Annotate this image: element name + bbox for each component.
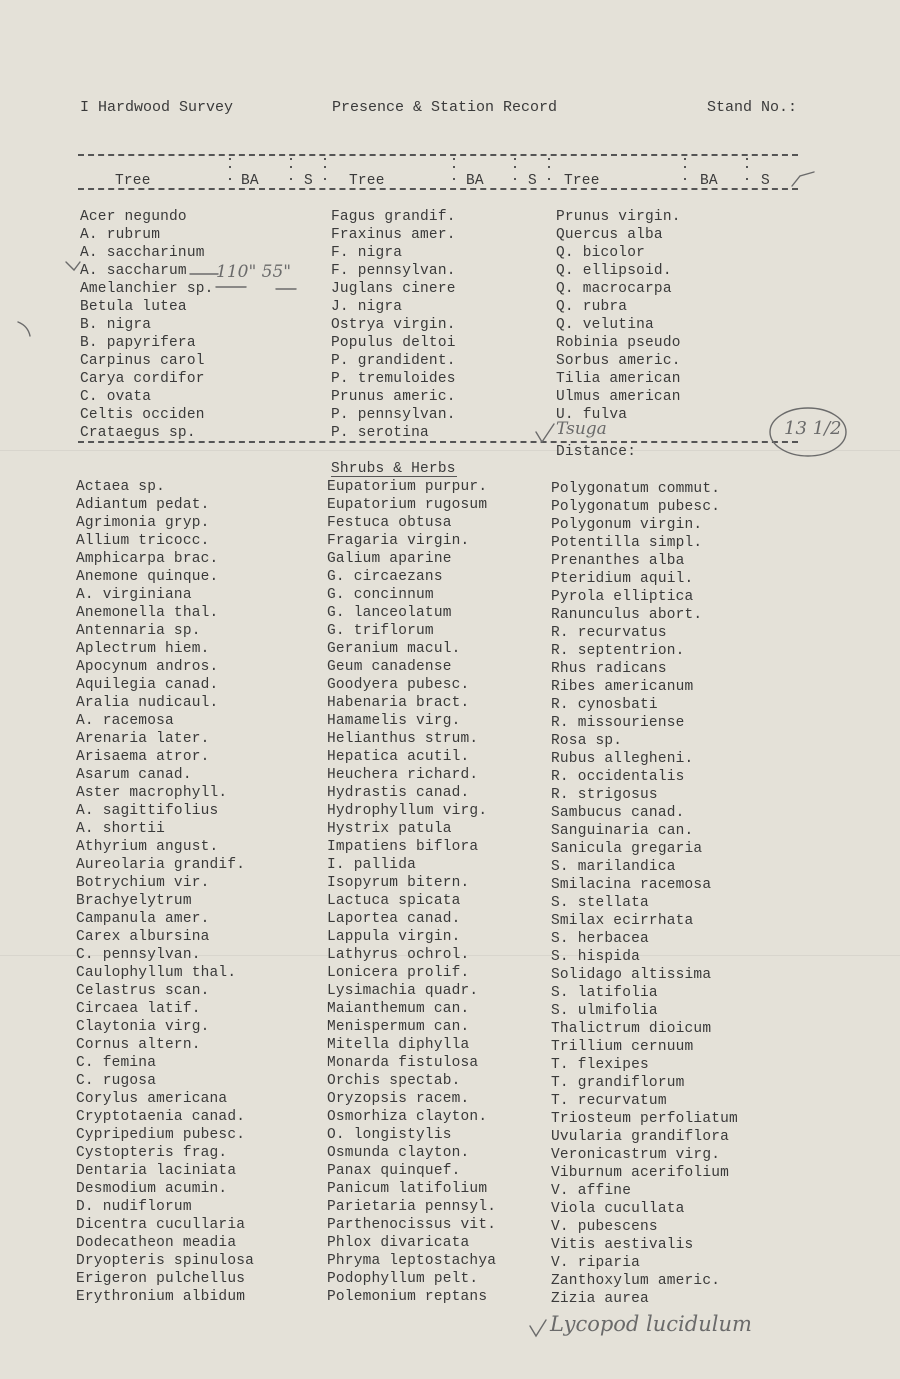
list-item: Polygonatum pubesc. bbox=[551, 499, 721, 515]
list-item: S. herbacea bbox=[551, 931, 649, 947]
list-item: Arisaema atror. bbox=[76, 749, 210, 765]
list-item: Celastrus scan. bbox=[76, 983, 210, 999]
list-item: S. hispida bbox=[551, 949, 641, 965]
check-mark-icon bbox=[792, 172, 814, 186]
col3-s-header: S bbox=[761, 173, 770, 189]
list-item: Juglans cinere bbox=[331, 281, 456, 297]
list-item: Carex albursina bbox=[76, 929, 210, 945]
list-item: Dentaria laciniata bbox=[76, 1163, 237, 1179]
list-item: Solidago altissima bbox=[551, 967, 712, 983]
list-item: R. cynosbati bbox=[551, 697, 658, 713]
list-item: Tilia american bbox=[556, 371, 681, 387]
list-item: G. triflorum bbox=[327, 623, 434, 639]
list-item: Prenanthes alba bbox=[551, 553, 685, 569]
list-item: R. strigosus bbox=[551, 787, 658, 803]
list-item: Apocynum andros. bbox=[76, 659, 219, 675]
list-item: A. rubrum bbox=[80, 227, 161, 243]
list-item: S. ulmifolia bbox=[551, 1003, 658, 1019]
list-item: Phlox divaricata bbox=[327, 1235, 470, 1251]
list-item: Rosa sp. bbox=[551, 733, 623, 749]
check-mark-icon bbox=[66, 262, 80, 270]
list-item: Carpinus carol bbox=[80, 353, 205, 369]
list-item: R. missouriense bbox=[551, 715, 685, 731]
list-item: Geranium macul. bbox=[327, 641, 461, 657]
col2-ba-header: BA bbox=[466, 173, 484, 189]
list-item: Sorbus americ. bbox=[556, 353, 681, 369]
list-item: A. sagittifolius bbox=[76, 803, 219, 819]
list-item: Vitis aestivalis bbox=[551, 1237, 694, 1253]
list-item: Hydrastis canad. bbox=[327, 785, 470, 801]
list-item: B. papyrifera bbox=[80, 335, 196, 351]
list-item: Populus deltoi bbox=[331, 335, 456, 351]
list-item: Phryma leptostachya bbox=[327, 1253, 497, 1269]
list-item: Agrimonia gryp. bbox=[76, 515, 210, 531]
list-item: D. nudiflorum bbox=[76, 1199, 192, 1215]
list-item: Campanula amer. bbox=[76, 911, 210, 927]
distance-label: Distance: bbox=[556, 444, 637, 460]
stand-number-label: Stand No.: bbox=[707, 99, 798, 116]
list-item: T. flexipes bbox=[551, 1057, 649, 1073]
list-item: Caulophyllum thal. bbox=[76, 965, 237, 981]
list-item: Fraxinus amer. bbox=[331, 227, 456, 243]
list-item: Cryptotaenia canad. bbox=[76, 1109, 246, 1125]
list-item: Ribes americanum bbox=[551, 679, 694, 695]
list-item: Geum canadense bbox=[327, 659, 452, 675]
list-item: Lactuca spicata bbox=[327, 893, 461, 909]
list-item: Crataegus sp. bbox=[80, 425, 196, 441]
list-item: A. shortii bbox=[76, 821, 166, 837]
list-item: Ranunculus abort. bbox=[551, 607, 703, 623]
list-item: Q. macrocarpa bbox=[556, 281, 672, 297]
list-item: Claytonia virg. bbox=[76, 1019, 210, 1035]
list-item: Menispermum can. bbox=[327, 1019, 470, 1035]
list-item: Acer negundo bbox=[80, 209, 187, 225]
list-item: Parthenocissus vit. bbox=[327, 1217, 497, 1233]
list-item: Q. rubra bbox=[556, 299, 628, 315]
list-item: F. pennsylvan. bbox=[331, 263, 456, 279]
list-item: Smilacina racemosa bbox=[551, 877, 712, 893]
list-item: Thalictrum dioicum bbox=[551, 1021, 712, 1037]
list-item: A. saccharum bbox=[80, 263, 187, 279]
list-item: Pteridium aquil. bbox=[551, 571, 694, 587]
list-item: Hamamelis virg. bbox=[327, 713, 461, 729]
list-item: Laportea canad. bbox=[327, 911, 461, 927]
col2-s-header: S bbox=[528, 173, 537, 189]
list-item: Uvularia grandiflora bbox=[551, 1129, 730, 1145]
list-item: Osmunda clayton. bbox=[327, 1145, 470, 1161]
list-item: Cystopteris frag. bbox=[76, 1145, 228, 1161]
list-item: Athyrium angust. bbox=[76, 839, 219, 855]
list-item: Eupatorium rugosum bbox=[327, 497, 488, 513]
list-item: P. serotina bbox=[331, 425, 429, 441]
list-item: A. saccharinum bbox=[80, 245, 205, 261]
list-item: C. pennsylvan. bbox=[76, 947, 201, 963]
list-item: Prunus americ. bbox=[331, 389, 456, 405]
list-item: Dodecatheon meadia bbox=[76, 1235, 237, 1251]
list-item: Rhus radicans bbox=[551, 661, 667, 677]
list-item: Fagus grandif. bbox=[331, 209, 456, 225]
list-item: Celtis occiden bbox=[80, 407, 205, 423]
list-item: Sanguinaria can. bbox=[551, 823, 694, 839]
shrubs-herbs-heading: Shrubs & Herbs bbox=[331, 461, 456, 477]
tsuga-note: Tsuga bbox=[556, 419, 607, 439]
list-item: R. septentrion. bbox=[551, 643, 685, 659]
col2-tree-header: Tree bbox=[349, 173, 385, 189]
list-item: Corylus americana bbox=[76, 1091, 228, 1107]
list-item: Mitella diphylla bbox=[327, 1037, 470, 1053]
list-item: J. nigra bbox=[331, 299, 403, 315]
list-item: Monarda fistulosa bbox=[327, 1055, 479, 1071]
list-item: Lappula virgin. bbox=[327, 929, 461, 945]
list-item: Prunus virgin. bbox=[556, 209, 681, 225]
list-item: G. concinnum bbox=[327, 587, 434, 603]
list-item: P. tremuloides bbox=[331, 371, 456, 387]
check-mark-icon bbox=[530, 1320, 546, 1336]
list-item: Brachyelytrum bbox=[76, 893, 192, 909]
list-item: Habenaria bract. bbox=[327, 695, 470, 711]
list-item: Polygonatum commut. bbox=[551, 481, 721, 497]
list-item: Ulmus american bbox=[556, 389, 681, 405]
list-item: Actaea sp. bbox=[76, 479, 166, 495]
list-item: Carya cordifor bbox=[80, 371, 205, 387]
record-title: Presence & Station Record bbox=[332, 99, 558, 116]
list-item: V. pubescens bbox=[551, 1219, 658, 1235]
list-item: Lysimachia quadr. bbox=[327, 983, 479, 999]
list-item: R. recurvatus bbox=[551, 625, 667, 641]
circled-note: 13 1/2 bbox=[784, 418, 842, 439]
list-item: Cypripedium pubesc. bbox=[76, 1127, 246, 1143]
list-item: Panicum latifolium bbox=[327, 1181, 488, 1197]
bottom-note: Lycopod lucidulum bbox=[550, 1312, 752, 1336]
saccharum-note: 110" 55" bbox=[216, 262, 292, 282]
list-item: U. fulva bbox=[556, 407, 628, 423]
list-item: C. femina bbox=[76, 1055, 157, 1071]
list-item: Isopyrum bitern. bbox=[327, 875, 470, 891]
col1-s-header: S bbox=[304, 173, 313, 189]
list-item: Parietaria pennsyl. bbox=[327, 1199, 497, 1215]
list-item: Amelanchier sp. bbox=[80, 281, 214, 297]
form-title: I Hardwood Survey bbox=[80, 99, 234, 116]
list-item: Circaea latif. bbox=[76, 1001, 201, 1017]
list-item: G. lanceolatum bbox=[327, 605, 452, 621]
list-item: T. recurvatum bbox=[551, 1093, 667, 1109]
list-item: Potentilla simpl. bbox=[551, 535, 703, 551]
list-item: Allium tricocc. bbox=[76, 533, 210, 549]
list-item: Sanicula gregaria bbox=[551, 841, 703, 857]
list-item: A. virginiana bbox=[76, 587, 192, 603]
list-item: Hepatica acutil. bbox=[327, 749, 470, 765]
list-item: Quercus alba bbox=[556, 227, 663, 243]
list-item: T. grandiflorum bbox=[551, 1075, 685, 1091]
list-item: Heuchera richard. bbox=[327, 767, 479, 783]
list-item: I. pallida bbox=[327, 857, 417, 873]
list-item: Polygonum virgin. bbox=[551, 517, 703, 533]
list-item: Anemone quinque. bbox=[76, 569, 219, 585]
list-item: A. racemosa bbox=[76, 713, 174, 729]
list-item: S. stellata bbox=[551, 895, 649, 911]
list-item: Cornus altern. bbox=[76, 1037, 201, 1053]
list-item: R. occidentalis bbox=[551, 769, 685, 785]
list-item: Anemonella thal. bbox=[76, 605, 219, 621]
list-item: Maianthemum can. bbox=[327, 1001, 470, 1017]
list-item: Trillium cernuum bbox=[551, 1039, 694, 1055]
list-item: V. affine bbox=[551, 1183, 632, 1199]
list-item: C. ovata bbox=[80, 389, 152, 405]
list-item: P. pennsylvan. bbox=[331, 407, 456, 423]
list-item: Arenaria later. bbox=[76, 731, 210, 747]
col1-ba-header: BA bbox=[241, 173, 259, 189]
list-item: F. nigra bbox=[331, 245, 403, 261]
col3-tree-header: Tree bbox=[564, 173, 600, 189]
list-item: S. latifolia bbox=[551, 985, 658, 1001]
list-item: Aster macrophyll. bbox=[76, 785, 228, 801]
list-item: Viburnum acerifolium bbox=[551, 1165, 730, 1181]
list-item: Robinia pseudo bbox=[556, 335, 681, 351]
list-item: Orchis spectab. bbox=[327, 1073, 461, 1089]
col3-ba-header: BA bbox=[700, 173, 718, 189]
list-item: S. marilandica bbox=[551, 859, 676, 875]
list-item: Aplectrum hiem. bbox=[76, 641, 210, 657]
list-item: C. rugosa bbox=[76, 1073, 157, 1089]
list-item: Fragaria virgin. bbox=[327, 533, 470, 549]
list-item: Asarum canad. bbox=[76, 767, 192, 783]
list-item: Zizia aurea bbox=[551, 1291, 649, 1307]
list-item: Helianthus strum. bbox=[327, 731, 479, 747]
list-item: V. riparia bbox=[551, 1255, 641, 1271]
list-item: Rubus allegheni. bbox=[551, 751, 694, 767]
list-item: Aquilegia canad. bbox=[76, 677, 219, 693]
list-item: Aureolaria grandif. bbox=[76, 857, 246, 873]
list-item: Desmodium acumin. bbox=[76, 1181, 228, 1197]
list-item: Botrychium vir. bbox=[76, 875, 210, 891]
list-item: Impatiens biflora bbox=[327, 839, 479, 855]
list-item: Hydrophyllum virg. bbox=[327, 803, 488, 819]
list-item: Aralia nudicaul. bbox=[76, 695, 219, 711]
pencil-squiggle bbox=[18, 322, 30, 336]
list-item: Sambucus canad. bbox=[551, 805, 685, 821]
list-item: Osmorhiza clayton. bbox=[327, 1109, 488, 1125]
list-item: B. nigra bbox=[80, 317, 152, 333]
col1-tree-header: Tree bbox=[115, 173, 151, 189]
list-item: Festuca obtusa bbox=[327, 515, 452, 531]
list-item: G. circaezans bbox=[327, 569, 443, 585]
list-item: Veronicastrum virg. bbox=[551, 1147, 721, 1163]
list-item: Triosteum perfoliatum bbox=[551, 1111, 738, 1127]
list-item: Goodyera pubesc. bbox=[327, 677, 470, 693]
list-item: Galium aparine bbox=[327, 551, 452, 567]
list-item: Dryopteris spinulosa bbox=[76, 1253, 255, 1269]
list-item: Hystrix patula bbox=[327, 821, 452, 837]
list-item: Panax quinquef. bbox=[327, 1163, 461, 1179]
list-item: Lonicera prolif. bbox=[327, 965, 470, 981]
list-item: O. longistylis bbox=[327, 1127, 452, 1143]
list-item: Polemonium reptans bbox=[327, 1289, 488, 1305]
list-item: Zanthoxylum americ. bbox=[551, 1273, 721, 1289]
list-item: Viola cucullata bbox=[551, 1201, 685, 1217]
list-item: Erythronium albidum bbox=[76, 1289, 246, 1305]
list-item: Amphicarpa brac. bbox=[76, 551, 219, 567]
list-item: Q. bicolor bbox=[556, 245, 646, 261]
list-item: Q. velutina bbox=[556, 317, 654, 333]
list-item: P. grandident. bbox=[331, 353, 456, 369]
list-item: Adiantum pedat. bbox=[76, 497, 210, 513]
list-item: Pyrola elliptica bbox=[551, 589, 694, 605]
list-item: Antennaria sp. bbox=[76, 623, 201, 639]
list-item: Oryzopsis racem. bbox=[327, 1091, 470, 1107]
list-item: Erigeron pulchellus bbox=[76, 1271, 246, 1287]
list-item: Betula lutea bbox=[80, 299, 187, 315]
list-item: Eupatorium purpur. bbox=[327, 479, 488, 495]
list-item: Podophyllum pelt. bbox=[327, 1271, 479, 1287]
list-item: Q. ellipsoid. bbox=[556, 263, 672, 279]
list-item: Lathyrus ochrol. bbox=[327, 947, 470, 963]
list-item: Dicentra cucullaria bbox=[76, 1217, 246, 1233]
list-item: Smilax ecirrhata bbox=[551, 913, 694, 929]
check-mark-icon bbox=[536, 424, 554, 442]
list-item: Ostrya virgin. bbox=[331, 317, 456, 333]
